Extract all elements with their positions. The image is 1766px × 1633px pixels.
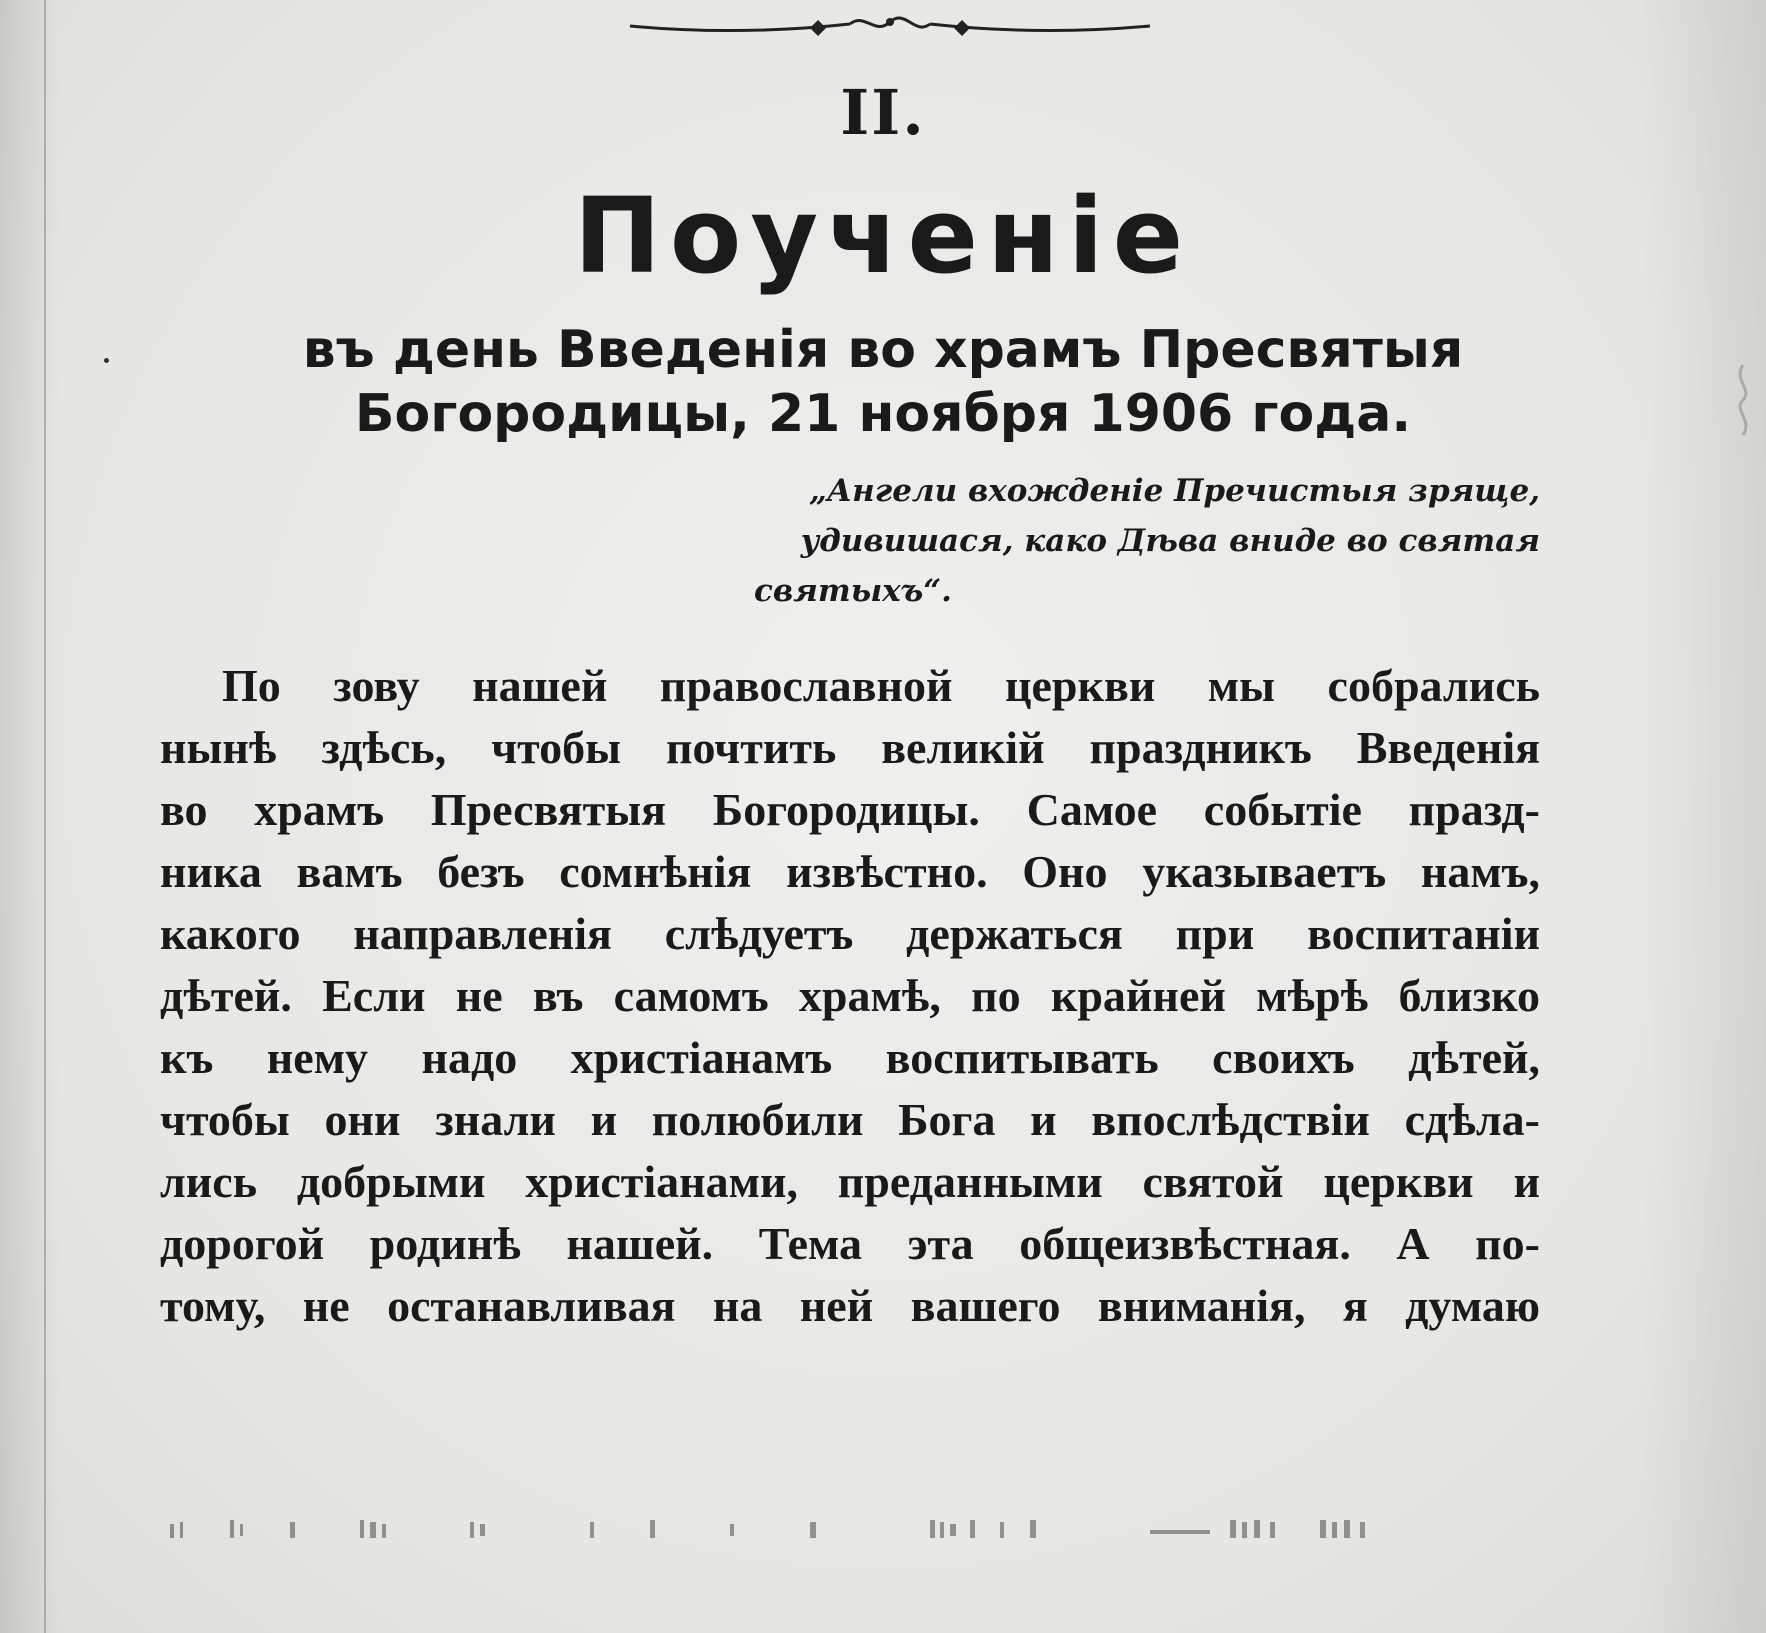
text-line: По зову нашей православной церкви мы собрались bbox=[222, 660, 1540, 711]
text-line: чтобы они знали и полюбили Бога и впослѣдствіи сдѣла- bbox=[160, 1094, 1540, 1145]
text-line: тому, не останавливая на ней вашего вниманія, я думаю bbox=[160, 1280, 1540, 1331]
body-paragraph bbox=[160, 655, 1540, 1337]
text-line: дѣтей. Если не въ самомъ храмѣ, по крайней мѣрѣ близко bbox=[160, 970, 1540, 1021]
text-line: какого направленія слѣдуетъ держаться при воспитаніи bbox=[160, 908, 1540, 959]
text-line: во храмъ Пресвятыя Богородицы. Самое событіе празд- bbox=[160, 784, 1540, 835]
page-title: Поученіе bbox=[573, 175, 1193, 297]
text-line: нынѣ здѣсь, чтобы почтить великій праздникъ Введенія bbox=[160, 722, 1540, 773]
epigraph bbox=[700, 466, 1540, 616]
subtitle-line: въ день Введенія во храмъ Пресвятыя bbox=[302, 320, 1464, 380]
text-line: дорогой родинѣ нашей. Тема эта общеизвѣстная. А по- bbox=[160, 1218, 1540, 1269]
subtitle bbox=[0, 318, 1766, 446]
text-line: лись добрыми христіанами, преданными святой церкви и bbox=[160, 1156, 1540, 1207]
text-line: ника вамъ безъ сомнѣнія извѣстно. Оно указываетъ намъ, bbox=[160, 846, 1540, 897]
epigraph-line: „Ангели вхожденіе Пречистыя зряще, bbox=[809, 473, 1540, 509]
header-ornament-icon bbox=[620, 8, 1160, 38]
text-line: къ нему надо христіанамъ воспитывать своихъ дѣтей, bbox=[160, 1032, 1540, 1083]
epigraph-line: удивишася, како Дѣва вниде во святая bbox=[800, 523, 1540, 559]
footer-scan-artifact bbox=[170, 1510, 1560, 1550]
section-number: II. bbox=[840, 76, 926, 149]
epigraph-line: святыхъ“. bbox=[754, 573, 952, 609]
subtitle-line: Богородицы, 21 ноября 1906 года. bbox=[354, 384, 1412, 444]
